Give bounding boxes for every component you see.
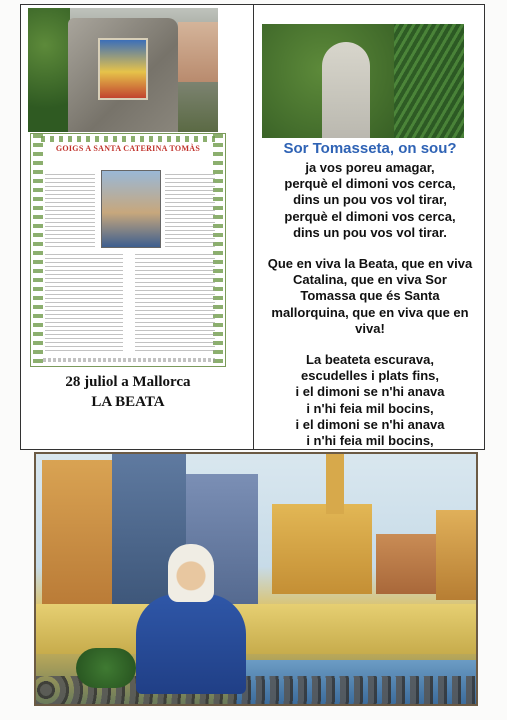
poem-line: i n'hi feia mil bocins, xyxy=(306,433,434,449)
statue xyxy=(322,42,370,138)
poem-line: mallorquina, que en viva que en xyxy=(271,304,469,320)
goigs-title: GOIGS A SANTA CATERINA TOMÀS xyxy=(55,144,201,153)
vine-border-top xyxy=(41,136,215,142)
ceramic-tile-image xyxy=(98,38,148,100)
church-building xyxy=(272,504,372,594)
palm-leaves xyxy=(394,24,464,138)
goigs-sheet xyxy=(30,133,226,367)
caption-date: 28 juliol a Mallorca xyxy=(65,374,191,390)
poem-stanza-3 xyxy=(254,352,486,449)
vine-border-left xyxy=(33,134,43,366)
poem-line: ja vos poreu amagar, xyxy=(305,160,435,175)
poem-line: perquè el dimoni vos cerca, xyxy=(284,208,456,224)
poem-line: escudelles i plats fins, xyxy=(301,368,439,384)
square-ground xyxy=(36,604,476,654)
wall-tile-photo xyxy=(28,8,218,132)
poem-line: dins un pou vos vol tirar, xyxy=(293,192,447,208)
poem-title: Sor Tomasseta, on sou? xyxy=(283,140,457,157)
bell-tower xyxy=(326,454,344,514)
goigs-text-block xyxy=(45,174,95,248)
figure-robe xyxy=(136,594,246,694)
poem-line: Tomassa que és Santa xyxy=(300,288,440,304)
poem-line: perquè el dimoni vos cerca, xyxy=(284,176,456,192)
poem-line: La beateta escurava, xyxy=(306,352,434,367)
building xyxy=(436,510,476,600)
statue-photo xyxy=(262,24,464,138)
goigs-text-block xyxy=(45,254,123,354)
goigs-footer-text xyxy=(43,358,215,362)
goigs-text-block xyxy=(135,254,215,354)
seated-nun-figure xyxy=(136,544,246,694)
figure-head xyxy=(168,544,214,602)
poem-line: dins un pou vos vol tirar. xyxy=(293,224,447,240)
building xyxy=(376,534,436,594)
poem-line: Catalina, que en viva Sor xyxy=(293,272,447,288)
poem-line: i el dimoni se n'hi anava xyxy=(295,384,445,400)
poem-line: i el dimoni se n'hi anava xyxy=(295,416,445,432)
house-facade xyxy=(178,22,218,82)
poem-line: viva! xyxy=(355,320,385,336)
building xyxy=(42,460,112,610)
poem-line: Que en viva la Beata, que en viva xyxy=(267,256,473,271)
goigs-text-block xyxy=(165,174,215,248)
bush xyxy=(76,648,136,688)
poem-stanza-2 xyxy=(254,256,486,337)
village-painting xyxy=(34,452,478,706)
poem-line: i n'hi feia mil bocins, xyxy=(306,400,434,416)
caption-title: LA BEATA xyxy=(91,394,165,410)
foliage xyxy=(28,8,70,132)
goigs-illustration xyxy=(101,170,161,248)
poem-stanza-1 xyxy=(254,160,486,241)
